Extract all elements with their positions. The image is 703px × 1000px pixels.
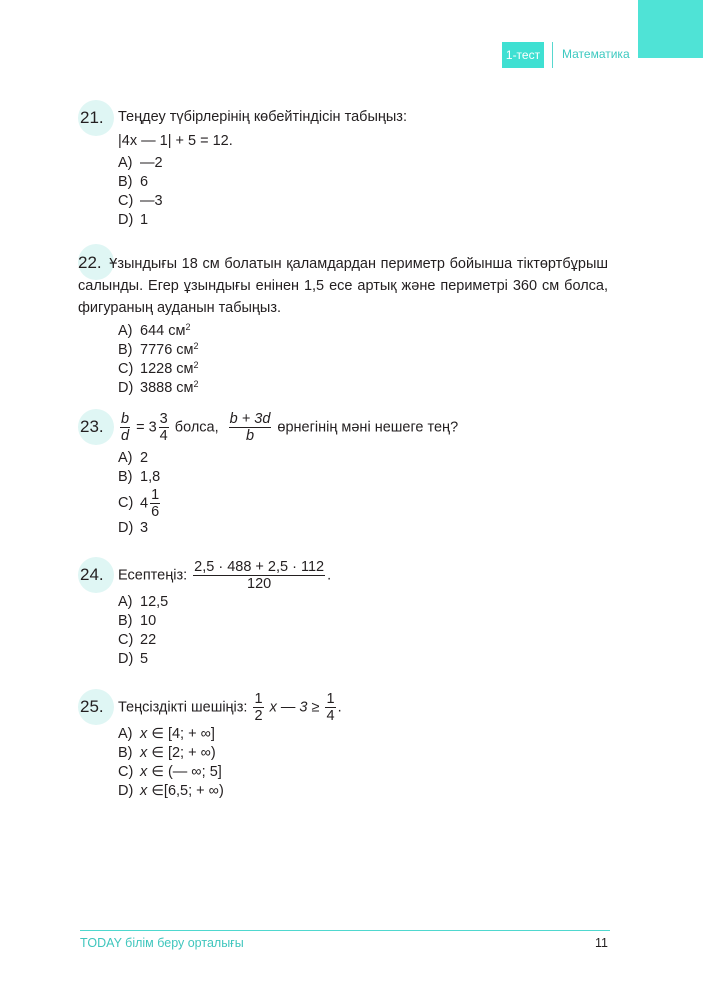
test-badge: 1-тест (502, 42, 544, 68)
option-a[interactable]: A) 644 $см^2$ (118, 322, 191, 339)
fraction-three-quarters: $\frac{3}{4}$ (159, 411, 168, 444)
footer-organization: TODAY білім беру орталығы (80, 936, 244, 950)
mixed-fraction: $\frac{1}{6}$ (151, 487, 160, 520)
option-b[interactable]: B) 10 (118, 613, 157, 629)
option-b[interactable]: B) 7776 $см^2$ (118, 341, 199, 358)
question-text: Теңдеу түбірлерінің көбейтіндісін табыңыз: (118, 109, 407, 125)
question-number: 22. (78, 253, 102, 272)
option-a[interactable]: A) 12,5 (118, 594, 169, 610)
question-number: 25. (78, 689, 114, 725)
question-number: 24. (78, 557, 114, 593)
option-b[interactable]: B) 1,8 (118, 469, 161, 485)
option-d[interactable]: D) 3 (118, 520, 149, 536)
header-separator (552, 42, 553, 68)
option-list (118, 725, 224, 801)
option-list (118, 318, 199, 394)
equation: |4x — 1| + 5 = 12. (118, 133, 233, 149)
footer-divider (80, 930, 610, 931)
option-list (118, 593, 168, 669)
option-a[interactable]: A) x ∈ [4; + ∞] (118, 726, 215, 742)
option-b[interactable]: B) x ∈ [2; + ∞) (118, 745, 216, 761)
question-text: $\frac{b}{d}$ = 3 $\frac{3}{4}$ болса, $\frac{b + 3d}{b}$ өрнегінің мәні нешеге тең? (121, 411, 459, 444)
subject-label: Математика (562, 47, 630, 61)
calculation-fraction: $\frac{2,5 \cdot 488 + 2,5 \cdot 112}{120}$ (194, 559, 325, 592)
option-c[interactable]: C) 22 (118, 632, 157, 648)
question-text: 22. Ұзындығы 18 см болатын қаламдардан периметр бойынша тіктөртбұрыш салынды. Егер ұзындығы енінен 1,5 есе артық және периметрі 360 см болса, фигураның ауданын табыңыз. (78, 253, 608, 316)
option-a[interactable]: A) —2 (118, 155, 163, 171)
option-d[interactable]: D) x ∈[6,5; + ∞) (118, 783, 224, 799)
option-list (118, 449, 162, 538)
option-d[interactable]: D) 3888 $см^2$ (118, 379, 199, 396)
fraction-expression: $\frac{b + 3d}{b}$ (229, 411, 271, 444)
option-c[interactable]: C) 4 $\frac{1}{6}$ (118, 487, 160, 520)
fraction-b-over-d: $\frac{b}{d}$ (121, 411, 130, 444)
question-number: 23. (78, 409, 114, 445)
corner-tab (638, 0, 703, 58)
option-c[interactable]: C) 1228 $см^2$ (118, 360, 199, 377)
fraction-one-quarter: $\frac{1}{4}$ (326, 691, 335, 724)
option-a[interactable]: A) 2 (118, 450, 149, 466)
option-b[interactable]: B) 6 (118, 174, 149, 190)
question-number: 21. (78, 100, 114, 136)
question-text: Есептеңіз: $\frac{2,5 \cdot 488 + 2,5 \cdot 112}{120}$ . (118, 559, 332, 592)
option-c[interactable]: C) —3 (118, 193, 163, 209)
page-number: 11 (595, 936, 608, 950)
option-c[interactable]: C) x ∈ (— ∞; 5] (118, 764, 222, 780)
fraction-one-half: $\frac{1}{2}$ (254, 691, 263, 724)
option-list (118, 154, 163, 230)
option-d[interactable]: D) 1 (118, 212, 149, 228)
question-text: Теңсіздікті шешіңіз: $\frac{1}{2}$ x — 3 ≥ $\frac{1}{4}$ . (118, 691, 342, 724)
option-d[interactable]: D) 5 (118, 651, 149, 667)
